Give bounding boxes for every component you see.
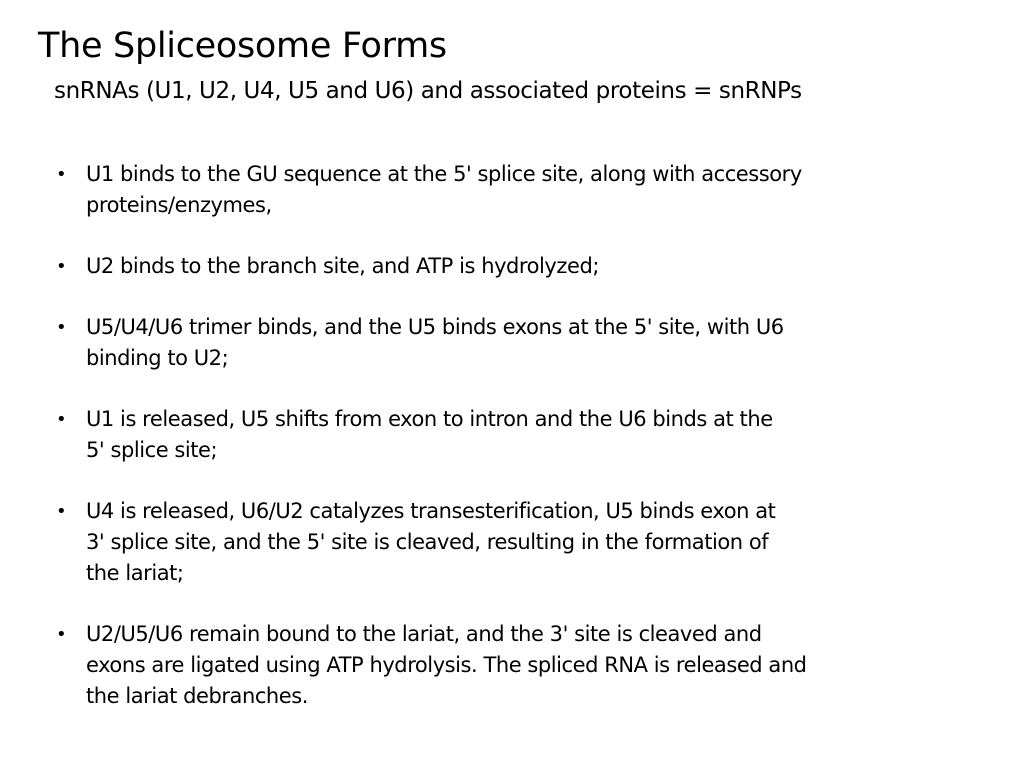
bullet-line: proteins/enzymes,	[86, 193, 272, 217]
bullet-dot-icon: •	[56, 409, 67, 430]
bullet-line: the lariat;	[86, 561, 184, 585]
bullet-dot-icon: •	[56, 164, 67, 185]
bullet-item	[52, 619, 972, 712]
bullet-line: U4 is released, U6/U2 catalyzes transesterification, U5 binds exon at	[86, 499, 776, 523]
bullet-line: U5/U4/U6 trimer binds, and the U5 binds exons at the 5' site, with U6	[86, 315, 784, 339]
bullet-line: U2 binds to the branch site, and ATP is hydrolyzed;	[86, 254, 599, 278]
slide-subtitle: snRNAs (U1, U2, U4, U5 and U6) and associated proteins = snRNPs	[54, 78, 802, 104]
bullet-dot-icon: •	[56, 256, 67, 277]
bullet-dot-icon: •	[56, 501, 67, 522]
bullet-item	[52, 496, 972, 589]
bullet-line: 3' splice site, and the 5' site is cleaved, resulting in the formation of	[86, 530, 769, 554]
bullet-dot-icon: •	[56, 624, 67, 645]
bullet-dot-icon: •	[56, 317, 67, 338]
bullet-line: exons are ligated using ATP hydrolysis. The spliced RNA is released and	[86, 653, 807, 677]
bullet-item	[52, 312, 972, 374]
bullet-item	[52, 159, 972, 221]
bullet-item	[52, 404, 972, 466]
bullet-line: U1 is released, U5 shifts from exon to intron and the U6 binds at the	[86, 407, 773, 431]
slide-title: The Spliceosome Forms	[38, 26, 447, 66]
bullet-line: the lariat debranches.	[86, 684, 308, 708]
bullet-line: U2/U5/U6 remain bound to the lariat, and the 3' site is cleaved and	[86, 622, 762, 646]
bullet-list	[52, 159, 972, 742]
bullet-line: U1 binds to the GU sequence at the 5' splice site, along with accessory	[86, 162, 802, 186]
bullet-item	[52, 251, 972, 282]
bullet-line: 5' splice site;	[86, 438, 218, 462]
bullet-line: binding to U2;	[86, 346, 229, 370]
